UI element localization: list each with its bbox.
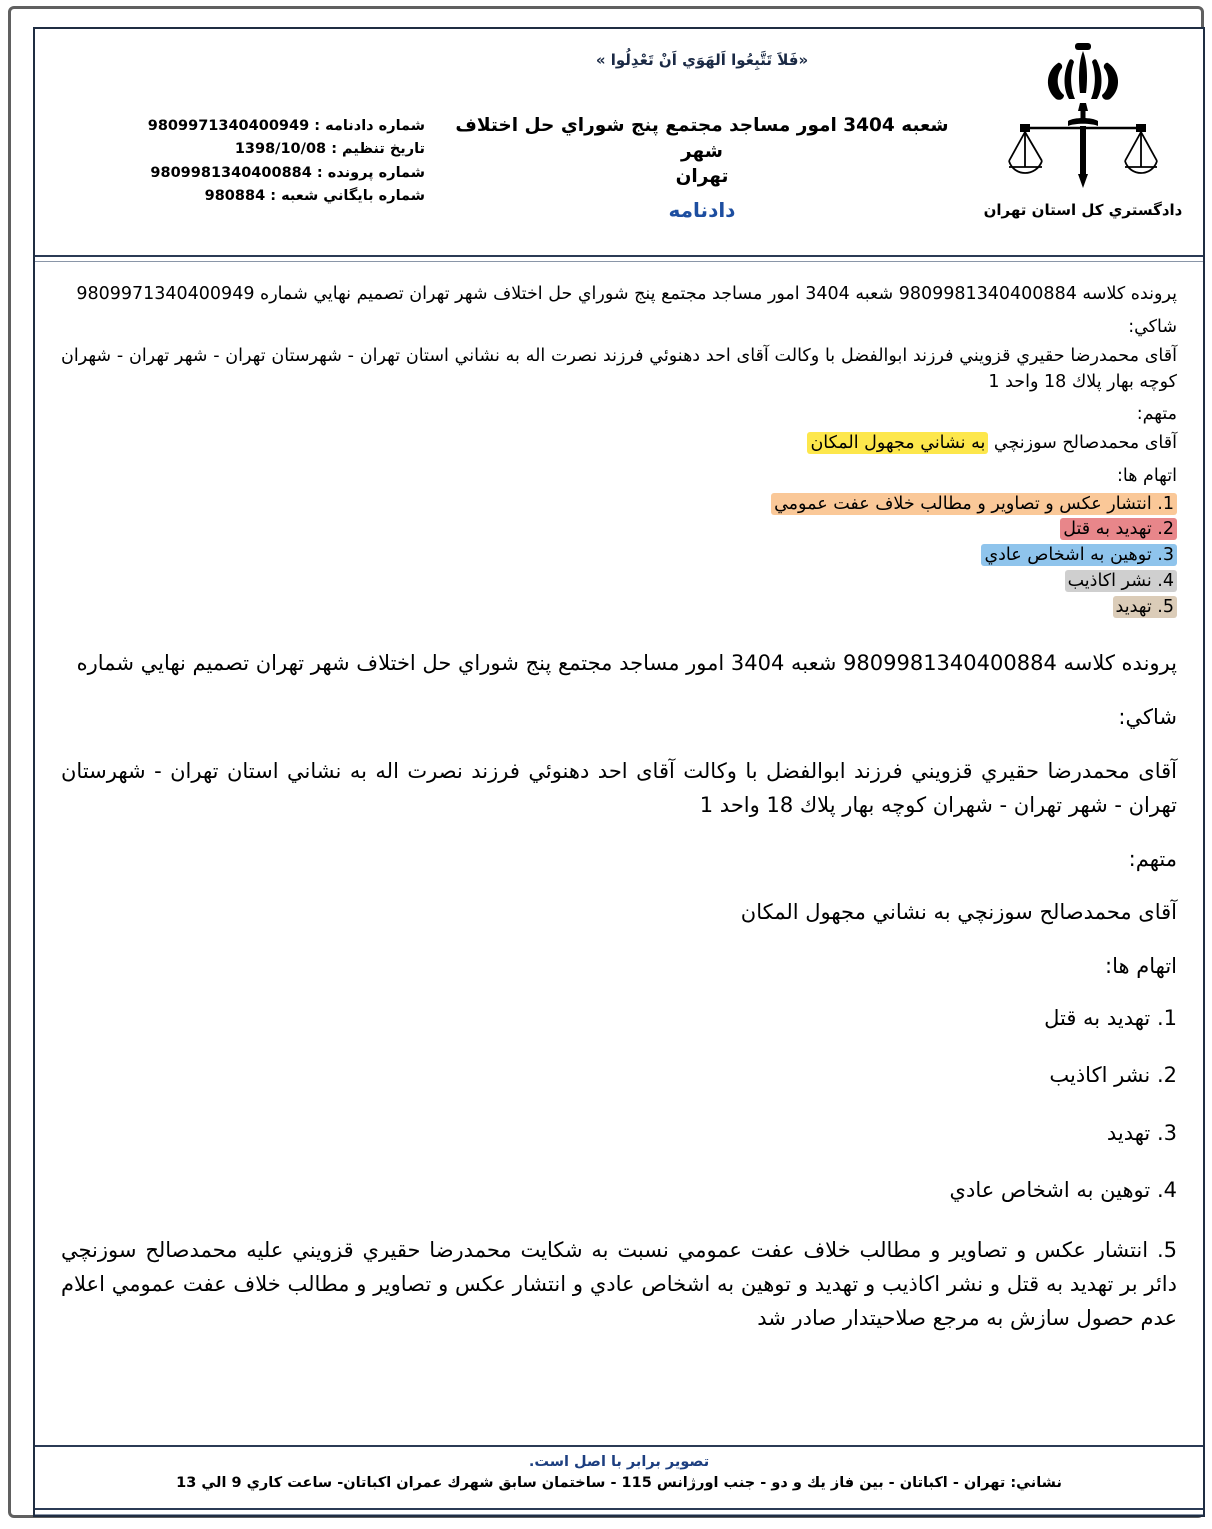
charge-text: نشر اكاذيب (1049, 1063, 1151, 1088)
charge-number: 5. (1156, 1237, 1177, 1262)
charges-list-1 (61, 492, 1177, 621)
case-paragraph-2: پرونده كلاسه 9809981340400884 شعبه 3404 امور مساجد مجتمع پنج شوراي حل اختلاف شهر تهران تصميم نهايي شماره (76, 651, 1177, 676)
charges-list-2 (61, 1003, 1177, 1335)
document-header (35, 29, 1203, 257)
charge-text: تهديد به قتل (1063, 519, 1152, 540)
charge-item (61, 569, 1177, 595)
charge-text: نشر اكاذيب (1067, 570, 1152, 591)
charge-number: 3. (1157, 545, 1174, 566)
document-meta-block (75, 115, 425, 209)
meta-value-3: 980884 (204, 188, 266, 205)
defendant-address-highlight: به نشاني مجهول المكان (807, 432, 988, 454)
charge-text: تهديد (1115, 596, 1152, 617)
section-one (61, 281, 1177, 620)
meta-label-1: تاريخ تنظيم : (331, 141, 425, 158)
emblem-caption: دادگستري كل استان تهران (983, 201, 1183, 219)
meta-row-0 (75, 115, 425, 138)
section-two (61, 646, 1177, 1335)
charge-number: 1. (1157, 493, 1174, 514)
charge-number: 4. (1157, 570, 1174, 591)
case-paragraph-1: پرونده كلاسه 9809981340400884 شعبه 3404 امور مساجد مجتمع پنج شوراي حل اختلاف شهر تهران تصميم نهايي شماره 9809971340400949 (76, 284, 1177, 304)
charge-text: انتشار عكس و تصاوير و مطالب خلاف عفت عمومي (774, 493, 1152, 514)
charges-label-2: اتهام ها: (1105, 954, 1177, 979)
defendant-label-2: متهم: (1128, 846, 1177, 871)
footer-divider-bottom (35, 1508, 1203, 1515)
charge-text: توهين به اشخاص عادي (984, 545, 1152, 566)
document-kind-label: دادنامه (668, 197, 736, 222)
plaintiff-label-1: شاكي: (1128, 316, 1177, 337)
scales-of-justice-icon (1008, 35, 1158, 200)
document-body (35, 257, 1203, 1335)
charge-number: 5. (1157, 596, 1174, 617)
charge-item (61, 492, 1177, 518)
charge-item (61, 1003, 1177, 1035)
charge-item (61, 1060, 1177, 1092)
page-outer-frame (8, 6, 1204, 1518)
meta-row-1 (75, 138, 425, 161)
copy-certification-note: تصوير برابر با اصل است. (528, 1454, 710, 1470)
branch-title-line1: شعبه 3404 امور مساجد مجتمع پنج شوراي حل اختلاف شهر (455, 115, 949, 162)
meta-label-2: شماره پرونده : (316, 164, 425, 181)
charge-item (61, 595, 1177, 621)
document-footer (35, 1445, 1203, 1515)
page-inner-frame (33, 27, 1205, 1517)
charge-text: تهديد به قتل (1044, 1005, 1151, 1030)
meta-label-3: شماره بايگاني شعبه : (270, 188, 425, 205)
charge-text: تهديد (1106, 1120, 1151, 1145)
defendant-text-1 (61, 430, 1177, 456)
charge-number: 2. (1156, 1063, 1177, 1088)
charges-label-1: اتهام ها: (1117, 465, 1177, 486)
charge-item (61, 1233, 1177, 1335)
meta-value-0: 9809971340400949 (147, 118, 310, 134)
charge-item (61, 1175, 1177, 1207)
defendant-text-2: آقای محمدصالح سوزنچي به نشاني مجهول المكان (740, 900, 1177, 925)
branch-title-line2: تهران (675, 166, 729, 188)
plaintiff-text-2: آقای محمدرضا حقيري قزويني فرزند ابوالفضل با وكالت آقای احد دهنوئي فرزند نصرت اله به نشاني استان تهران - شهرستان تهران - شهر تهران - شهران كوچه بهار پلاك 18 واحد 1 (61, 758, 1177, 817)
office-address: نشاني: تهران - اكباتان - بين فاز يك و دو - جنب اورژانس 115 - ساختمان سابق شهرك عمران اكباتان- ساعت كاري 9 الي 13 (176, 1475, 1062, 1491)
charge-text: توهين به اشخاص عادي (949, 1178, 1151, 1203)
charge-text: انتشار عكس و تصاوير و مطالب خلاف عفت عمومي نسبت به شكايت محمدرضا حقيري قزويني عليه محمدصالح سوزنچي دائر بر تهديد به قتل و نشر اكاذيب و تهديد و توهين به اشخاص عادي و انتشار عكس و تصاوير و مطالب خلاف عفت عمومي اعلام عدم حصول سازش به مرجع صلاحيتدار صادر شد (61, 1237, 1177, 1330)
meta-label-0: شماره دادنامه : (314, 118, 425, 134)
plaintiff-text-1: آقای محمدرضا حقيري قزويني فرزند ابوالفضل با وكالت آقای احد دهنوئي فرزند نصرت اله به نشاني استان تهران - شهرستان تهران - شهر تهران - شهران كوچه بهار پلاك 18 واحد 1 (61, 345, 1177, 392)
defendant-label-1: متهم: (1136, 404, 1177, 425)
meta-value-2: 9809981340400884 (150, 164, 312, 181)
header-title-block (437, 51, 967, 222)
charge-item (61, 1118, 1177, 1150)
meta-row-2 (75, 162, 425, 185)
quran-verse: «فَلاَ تَتَّبِعُوا اَلهَوَي اَنْ تَعْدِلُوا » (595, 51, 809, 69)
footer-divider-top (35, 1445, 1203, 1450)
charge-number: 4. (1156, 1178, 1177, 1203)
charge-item (61, 517, 1177, 543)
charge-item (61, 543, 1177, 569)
meta-value-1: 1398/10/08 (234, 141, 327, 158)
charge-number: 2. (1157, 519, 1174, 540)
charge-number: 3. (1156, 1120, 1177, 1145)
defendant-name-1: آقای محمدصالح سوزنچي (993, 433, 1177, 454)
charge-number: 1. (1156, 1005, 1177, 1030)
plaintiff-label-2: شاكي: (1118, 705, 1177, 730)
meta-row-3 (75, 185, 425, 208)
judiciary-emblem-block (967, 35, 1199, 219)
